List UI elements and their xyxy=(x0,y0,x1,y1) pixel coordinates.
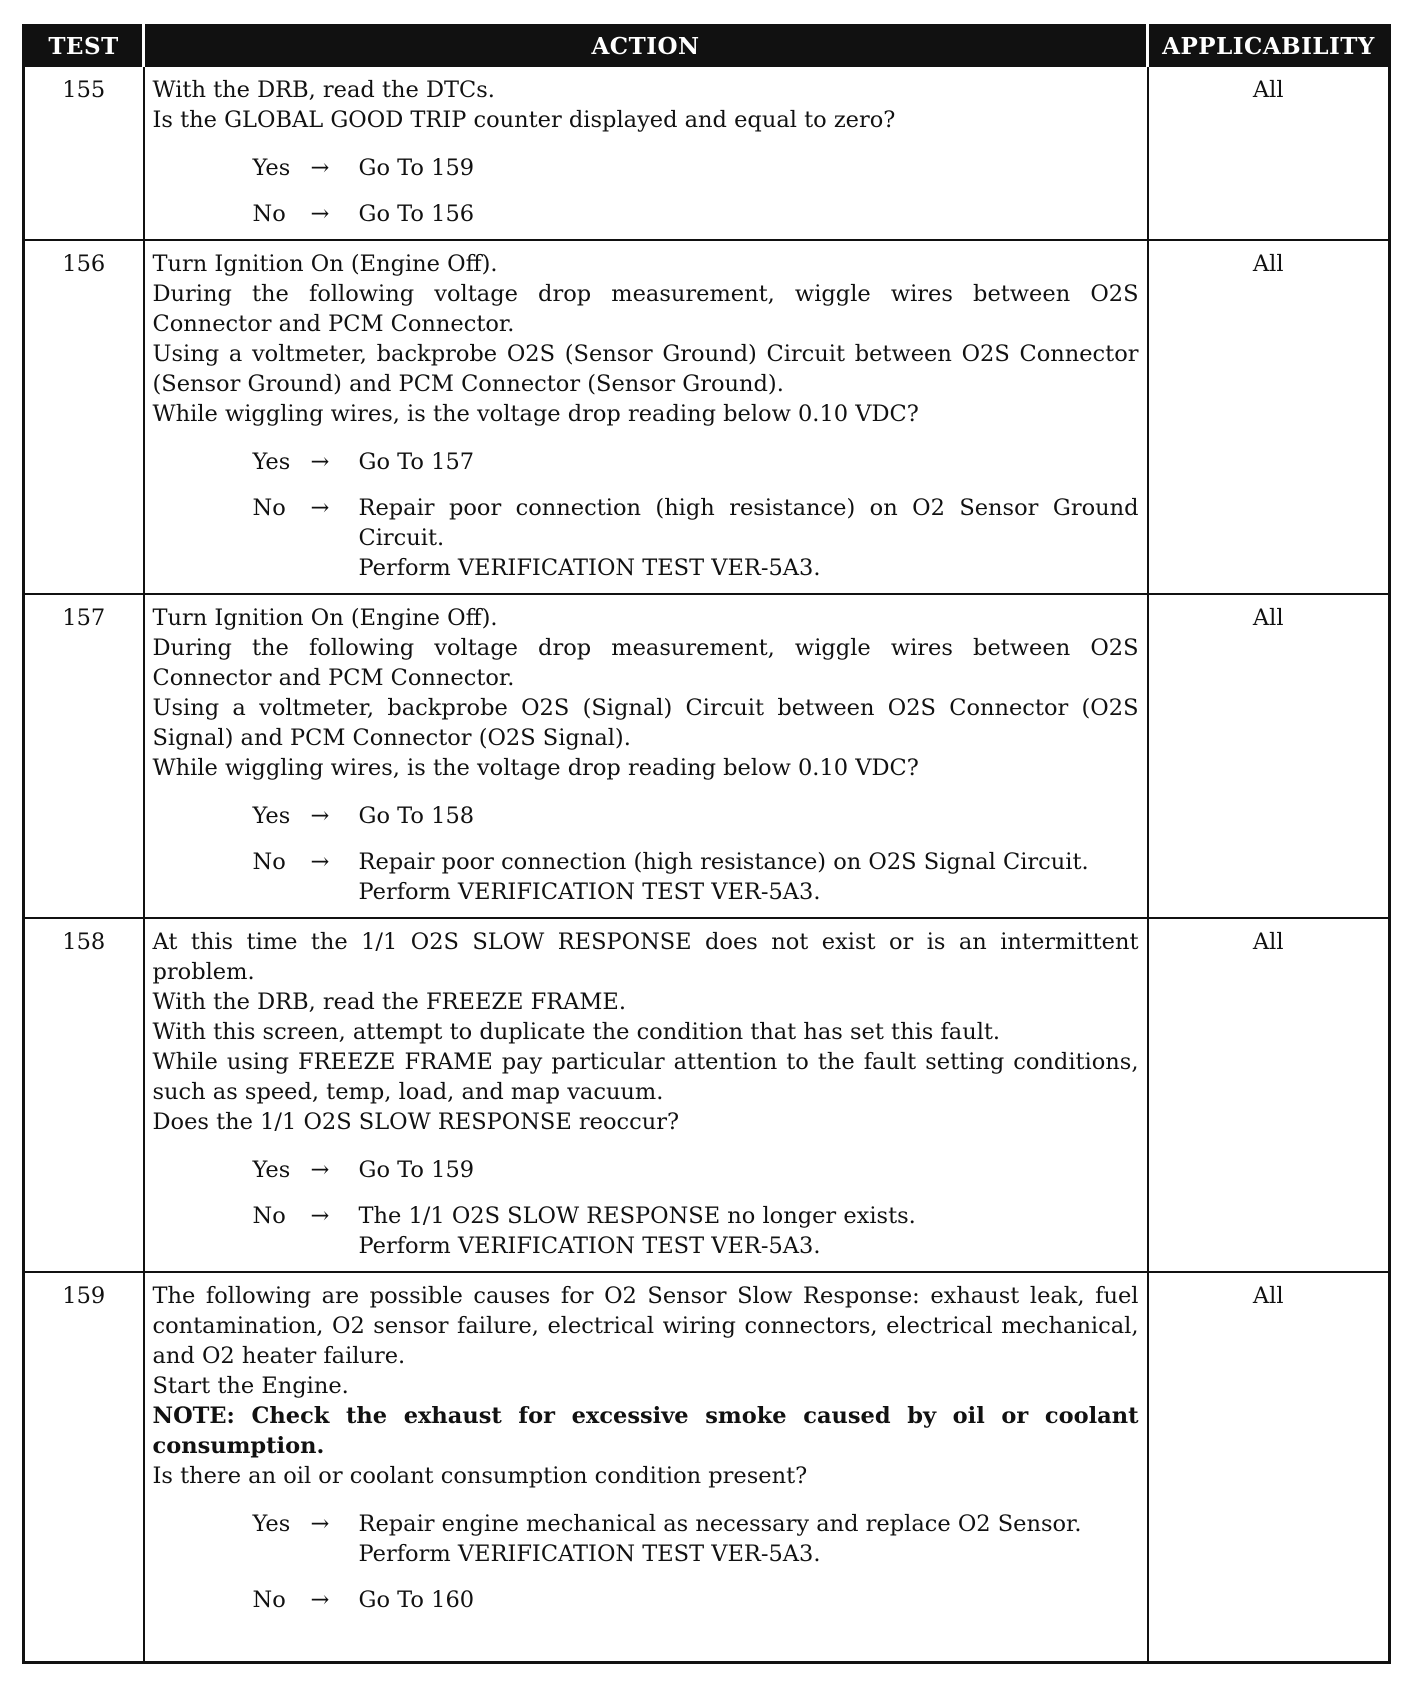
action-cell xyxy=(144,66,1148,240)
action-line: With this screen, attempt to duplicate the condition that has set this fault. xyxy=(152,1019,1001,1045)
branch-no xyxy=(153,493,1139,583)
branch-text-line: Repair poor connection (high resistance) on O2 Sensor Ground Circuit. xyxy=(358,495,1139,551)
branch-text xyxy=(359,1509,1139,1569)
branch-text-line: Go To 158 xyxy=(358,803,475,829)
diagnostic-test-table xyxy=(22,24,1391,1664)
test-number: 156 xyxy=(24,240,144,594)
applicability-value: All xyxy=(1148,918,1390,1272)
branch-text xyxy=(359,1585,1139,1615)
test-number: 157 xyxy=(24,594,144,918)
action-line: The following are possible causes for O2 Sensor Slow Response: exhaust leak, fuel contamination, O2 sensor failure, electrical wiring connectors, electrical mechanical, and O2 heater failure. xyxy=(152,1283,1139,1369)
branch-label: Yes xyxy=(252,449,291,475)
branch-label: Yes xyxy=(252,803,291,829)
branch-text xyxy=(359,1155,1139,1185)
action-cell xyxy=(144,1272,1148,1663)
branch-label: Yes xyxy=(252,1157,291,1183)
branch-list xyxy=(153,801,1139,907)
branch-text xyxy=(359,847,1139,907)
action-line: During the following voltage drop measurement, wiggle wires between O2S Connector and PCM Connector. xyxy=(152,635,1139,691)
branch-text-line: Go To 160 xyxy=(358,1587,475,1613)
branch-list xyxy=(153,1509,1139,1615)
action-line: At this time the 1/1 O2S SLOW RESPONSE does not exist or is an intermittent problem. xyxy=(152,929,1139,985)
branch-label: No xyxy=(252,1203,286,1229)
test-column-header: TEST xyxy=(24,26,144,67)
action-column-header: ACTION xyxy=(144,26,1148,67)
action-line: Using a voltmeter, backprobe O2S (Signal) Circuit between O2S Connector (O2S Signal) and PCM Connector (O2S Signal). xyxy=(152,695,1139,751)
branch-text-line: Perform VERIFICATION TEST VER-5A3. xyxy=(358,1233,821,1259)
branch-yes xyxy=(153,153,1139,183)
action-line: Does the 1/1 O2S SLOW RESPONSE reoccur? xyxy=(152,1109,680,1135)
action-line: Turn Ignition On (Engine Off). xyxy=(152,251,498,277)
branch-list xyxy=(153,1155,1139,1261)
action-line: While wiggling wires, is the voltage drop reading below 0.10 VDC? xyxy=(152,755,919,781)
right-arrow-icon: → xyxy=(310,155,330,181)
note-text: NOTE: Check the exhaust for excessive smoke caused by oil or coolant consumption. xyxy=(152,1403,1139,1459)
right-arrow-icon: → xyxy=(310,803,330,829)
applicability-value: All xyxy=(1148,594,1390,918)
branch-list xyxy=(153,447,1139,583)
branch-text-line: Go To 156 xyxy=(358,201,475,227)
branch-yes xyxy=(153,1509,1139,1569)
branch-yes xyxy=(153,447,1139,477)
table-row xyxy=(24,1272,1390,1663)
branch-text-line: Go To 159 xyxy=(358,1157,475,1183)
action-cell xyxy=(144,594,1148,918)
branch-text xyxy=(359,199,1139,229)
table-row xyxy=(24,918,1390,1272)
branch-label: No xyxy=(252,201,286,227)
action-line: With the DRB, read the DTCs. xyxy=(152,77,495,103)
applicability-value: All xyxy=(1148,240,1390,594)
right-arrow-icon: → xyxy=(310,201,330,227)
right-arrow-icon: → xyxy=(310,1511,330,1537)
branch-label: No xyxy=(252,849,286,875)
branch-text-line: Perform VERIFICATION TEST VER-5A3. xyxy=(358,1541,821,1567)
branch-yes xyxy=(153,801,1139,831)
branch-no xyxy=(153,1585,1139,1615)
branch-text-line: Perform VERIFICATION TEST VER-5A3. xyxy=(358,555,821,581)
action-line: While wiggling wires, is the voltage drop reading below 0.10 VDC? xyxy=(152,401,919,427)
branch-text xyxy=(359,493,1139,583)
test-number: 158 xyxy=(24,918,144,1272)
right-arrow-icon: → xyxy=(310,1203,330,1229)
action-line: Is the GLOBAL GOOD TRIP counter displayed and equal to zero? xyxy=(152,107,896,133)
action-line: During the following voltage drop measurement, wiggle wires between O2S Connector and PCM Connector. xyxy=(152,281,1139,337)
action-cell xyxy=(144,240,1148,594)
branch-label: No xyxy=(252,1587,286,1613)
branch-label: Yes xyxy=(252,1511,291,1537)
branch-text-line: The 1/1 O2S SLOW RESPONSE no longer exists. xyxy=(358,1203,916,1229)
branch-label: Yes xyxy=(252,155,291,181)
right-arrow-icon: → xyxy=(310,1587,330,1613)
branch-text-line: Repair poor connection (high resistance) on O2S Signal Circuit. xyxy=(358,849,1089,875)
table-row xyxy=(24,594,1390,918)
branch-text-line: Go To 157 xyxy=(358,449,475,475)
branch-yes xyxy=(153,1155,1139,1185)
action-line: With the DRB, read the FREEZE FRAME. xyxy=(152,989,626,1015)
branch-text-line: Go To 159 xyxy=(358,155,475,181)
action-line: Start the Engine. xyxy=(152,1373,349,1399)
branch-no xyxy=(153,847,1139,907)
branch-list xyxy=(153,153,1139,229)
applicability-column-header: APPLICABILITY xyxy=(1148,26,1390,67)
test-number: 159 xyxy=(24,1272,144,1663)
branch-text xyxy=(359,1201,1139,1261)
right-arrow-icon: → xyxy=(310,495,330,521)
table-row xyxy=(24,66,1390,240)
action-line: Using a voltmeter, backprobe O2S (Sensor Ground) Circuit between O2S Connector (Sensor Ground) and PCM Connector (Sensor Ground). xyxy=(152,341,1139,397)
branch-no xyxy=(153,199,1139,229)
table-header-row xyxy=(24,26,1390,67)
branch-text xyxy=(359,153,1139,183)
branch-text-line: Perform VERIFICATION TEST VER-5A3. xyxy=(358,879,821,905)
right-arrow-icon: → xyxy=(310,849,330,875)
branch-text xyxy=(359,447,1139,477)
branch-label: No xyxy=(252,495,286,521)
applicability-value: All xyxy=(1148,1272,1390,1663)
right-arrow-icon: → xyxy=(310,1157,330,1183)
action-line: Turn Ignition On (Engine Off). xyxy=(152,605,498,631)
table-row xyxy=(24,240,1390,594)
branch-text xyxy=(359,801,1139,831)
action-line: Is there an oil or coolant consumption condition present? xyxy=(152,1463,808,1489)
right-arrow-icon: → xyxy=(310,449,330,475)
action-line: While using FREEZE FRAME pay particular attention to the fault setting conditions, such as speed, temp, load, and map vacuum. xyxy=(152,1049,1139,1105)
branch-no xyxy=(153,1201,1139,1261)
applicability-value: All xyxy=(1148,66,1390,240)
test-number: 155 xyxy=(24,66,144,240)
action-cell xyxy=(144,918,1148,1272)
branch-text-line: Repair engine mechanical as necessary and replace O2 Sensor. xyxy=(358,1511,1082,1537)
